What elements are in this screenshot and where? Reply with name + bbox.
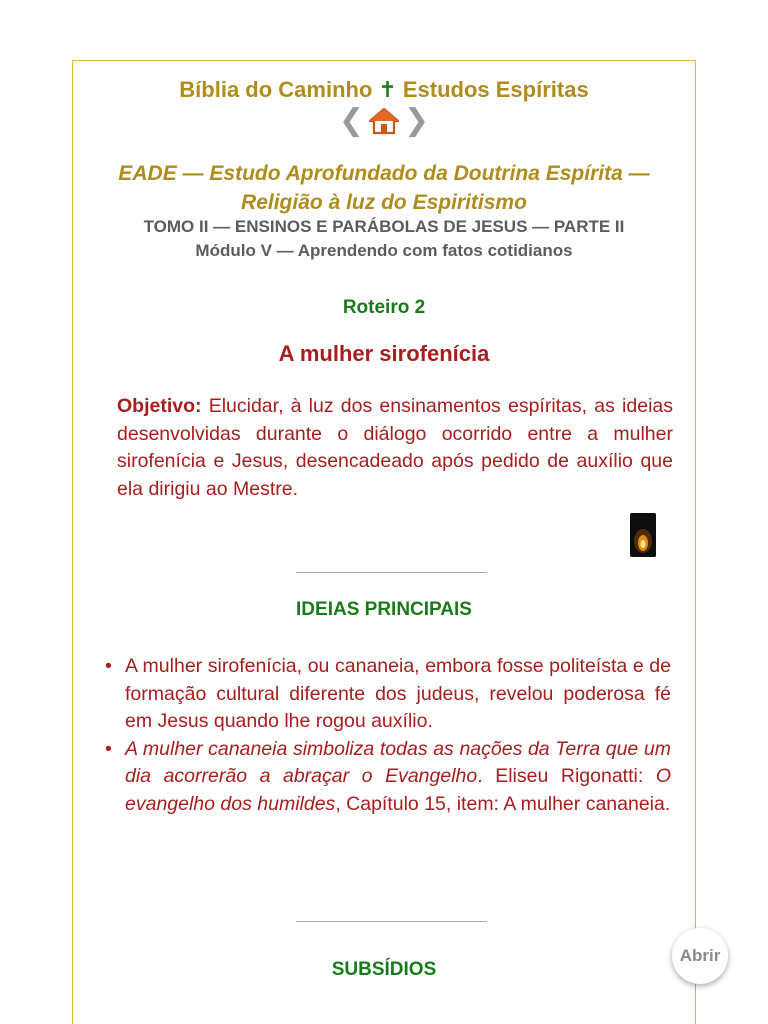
lesson-title: A mulher sirofenícia — [278, 341, 490, 366]
site-title-right: Estudos Espíritas — [402, 77, 589, 102]
book-title — [83, 159, 685, 217]
open-button[interactable]: Abrir — [672, 928, 728, 984]
book-title-line1: EADE — Estudo Aprofundado da Doutrina Espírita — — [118, 162, 650, 185]
idea-1-text: A mulher sirofenícia, ou cananeia, embora fosse politeísta e de formação cultural diferente dos judeus, revelou poderosa fé em Jesus quando lhe rogou auxílio. — [125, 655, 671, 732]
candle-image — [630, 513, 656, 557]
site-title-left: Bíblia do Caminho — [179, 77, 373, 102]
ideas-heading: IDEIAS PRINCIPAIS — [296, 599, 472, 620]
modulo-label: Módulo V — Aprendendo com fatos cotidianos — [195, 241, 573, 260]
list-item — [103, 736, 671, 819]
list-item — [103, 653, 671, 736]
idea-2-quote: A mulher cananeia simboliza todas as nações da Terra que um dia acorrerão a abraçar o Evangelho — [125, 737, 671, 787]
objective-text: Elucidar, à luz dos ensinamentos espíritas, as ideias desenvolvidas durante o diálogo ocorrido entre a mulher sirofenícia e Jesus, desencadeado após pedido de auxílio que ela dirigiu ao Mestre. — [117, 395, 673, 500]
chevron-left-icon[interactable]: ❮ — [338, 104, 364, 137]
idea-2-end: , Capítulo 15, item: A mulher cananeia. — [335, 792, 671, 815]
divider — [296, 921, 487, 922]
subsidios-heading: SUBSÍDIOS — [331, 959, 437, 980]
document-page — [72, 60, 696, 1024]
home-icon[interactable] — [368, 107, 400, 135]
site-title — [73, 77, 695, 103]
book-title-line2: Religião à luz do Espiritismo — [241, 191, 527, 214]
divider — [296, 572, 487, 573]
tomo-label: TOMO II — ENSINOS E PARÁBOLAS DE JESUS — PARTE II — [143, 217, 625, 236]
objective-label: Objetivo: — [117, 395, 202, 417]
idea-2-book: O evangelho dos humildes — [125, 765, 671, 815]
objective-paragraph — [117, 393, 673, 503]
page-navigation — [73, 104, 695, 137]
cross-icon: ✝ — [378, 77, 397, 102]
chevron-right-icon[interactable]: ❯ — [404, 104, 430, 137]
roteiro-label: Roteiro 2 — [342, 297, 426, 318]
ideas-list — [103, 653, 671, 818]
book-subtitle — [83, 215, 685, 263]
idea-2-mid: . Eliseu Rigonatti: — [477, 765, 656, 787]
